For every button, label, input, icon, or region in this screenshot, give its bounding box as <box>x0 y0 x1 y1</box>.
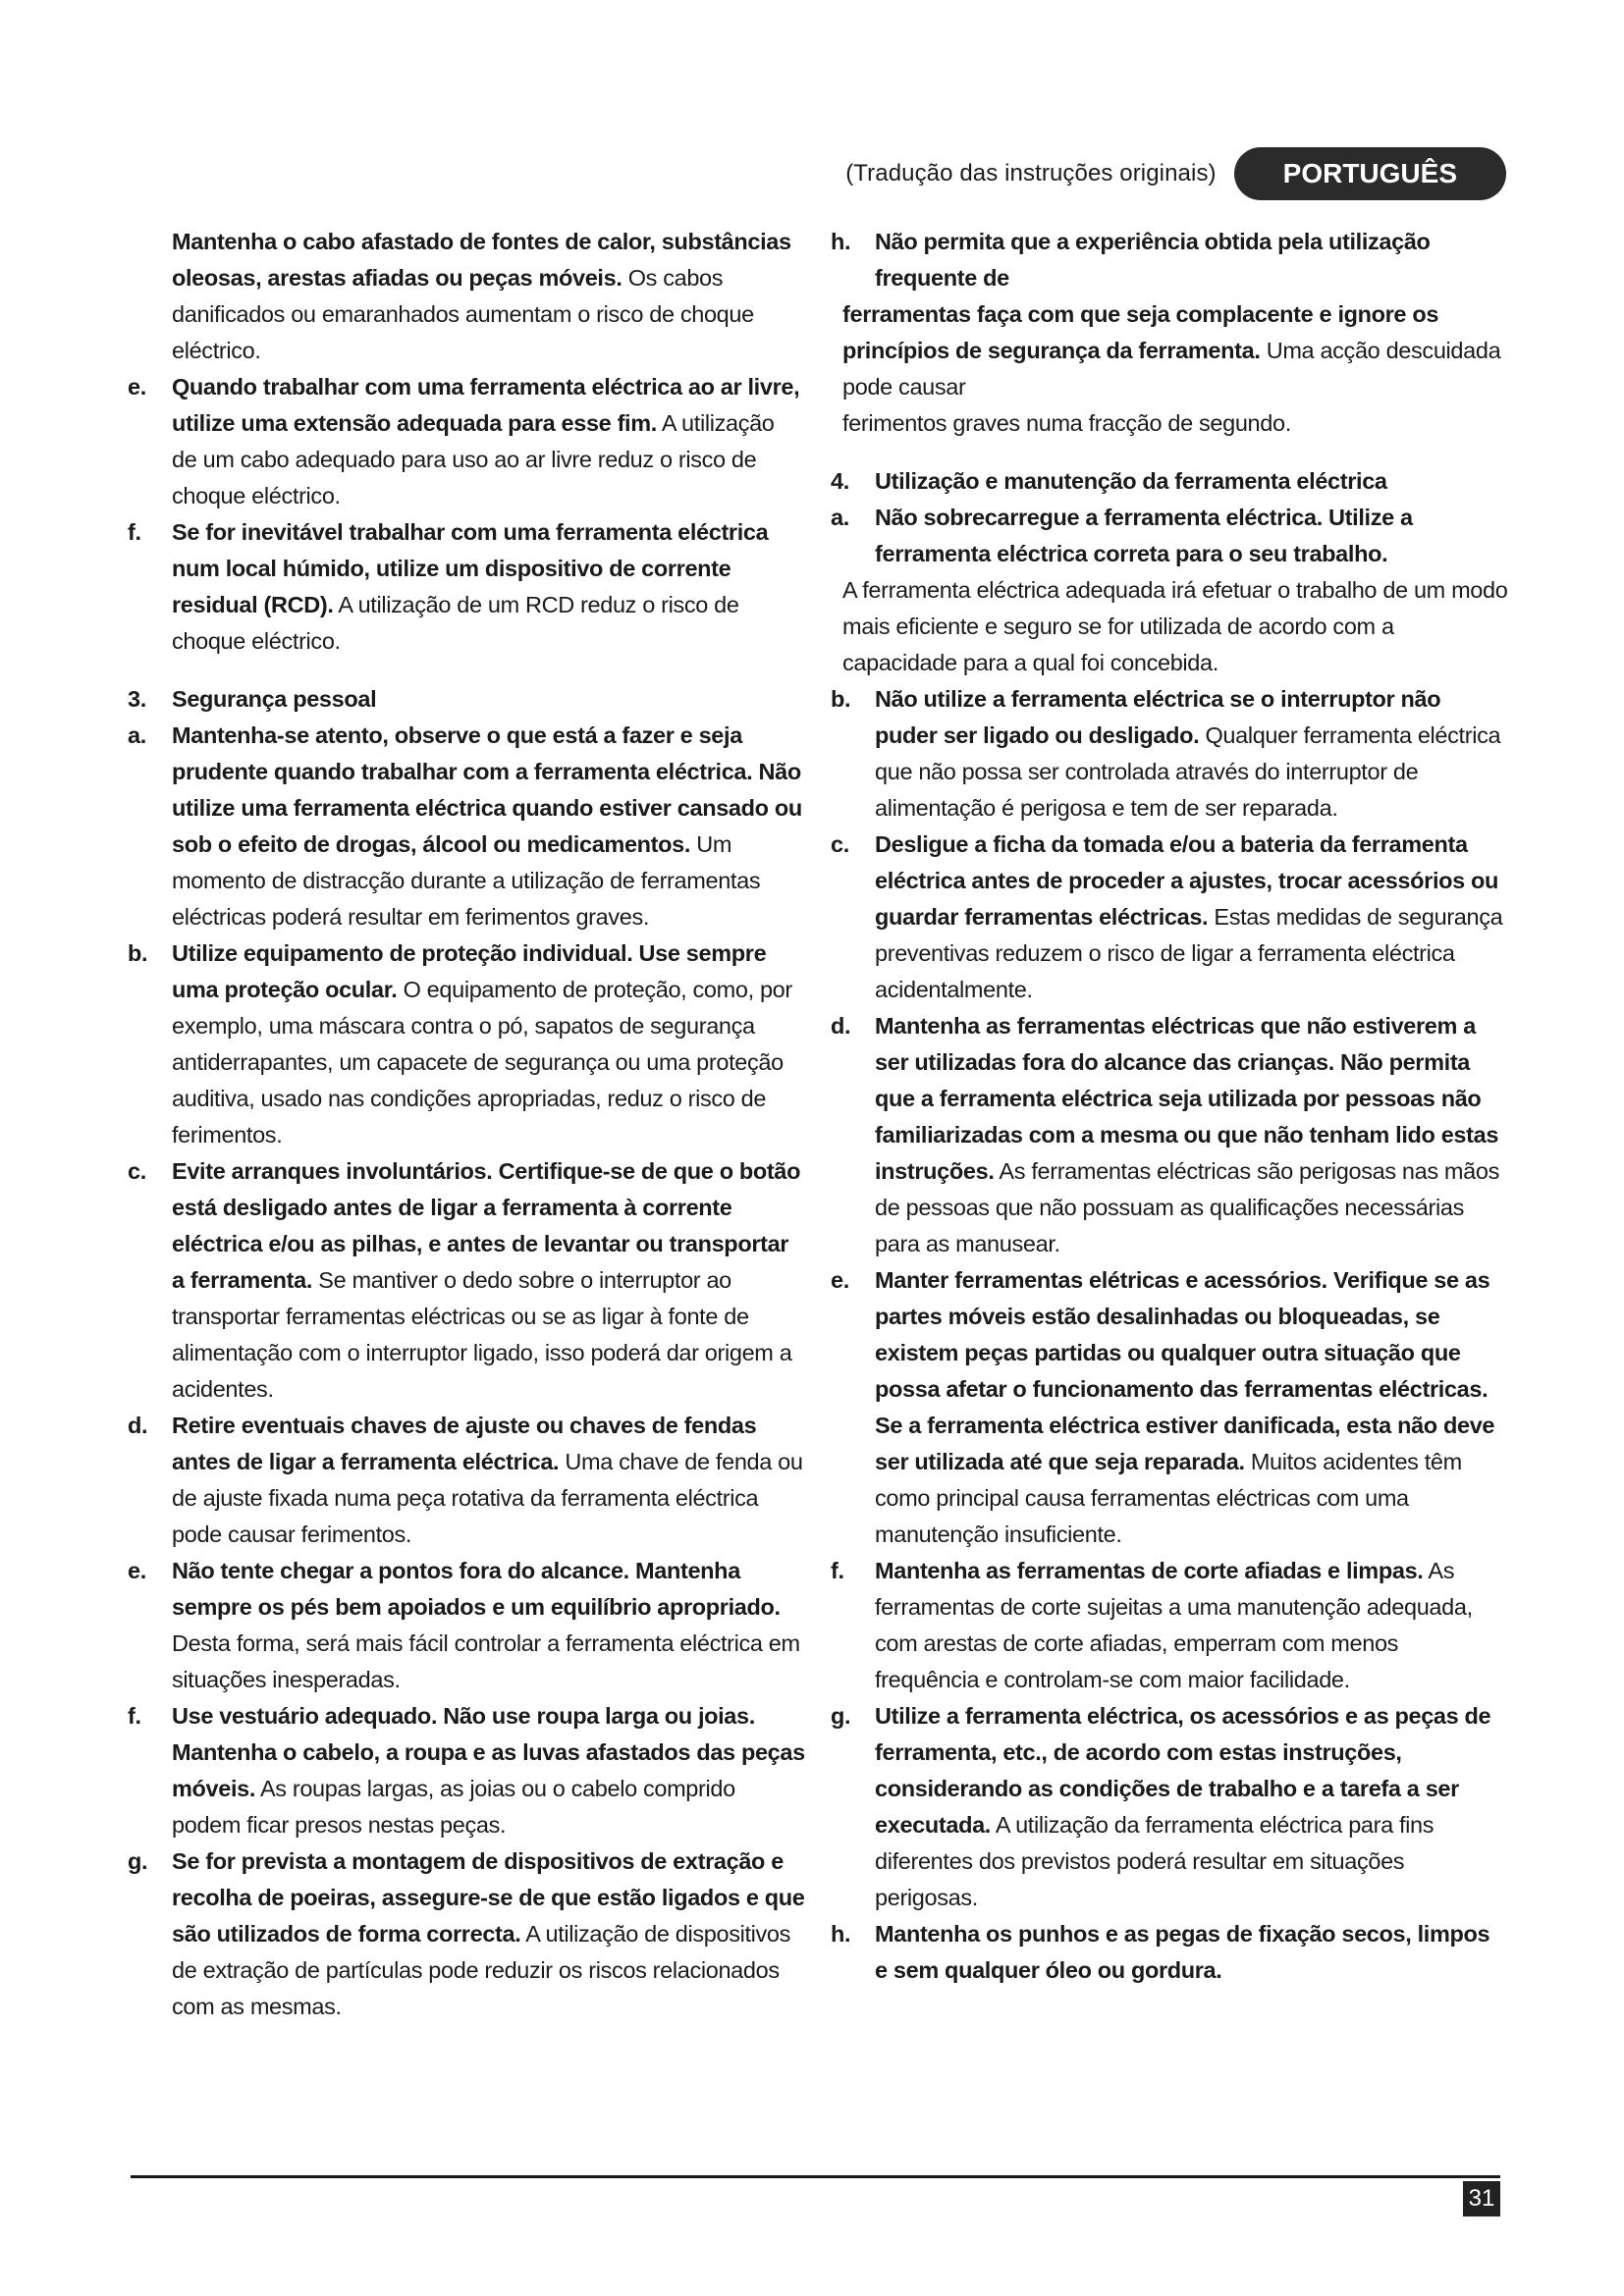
item-label: c. <box>831 831 849 857</box>
list-item <box>128 514 805 660</box>
item-text: A utilização de um RCD reduz o risco de choque eléctrico. <box>172 592 739 654</box>
cable-warning-bold: Mantenha o cabo afastado de fontes de calor, substâncias oleosas, arestas afiadas ou peças móveis. <box>172 229 791 291</box>
item-label: d. <box>128 1413 148 1438</box>
item-label: a. <box>831 505 849 530</box>
item-bold-text: Use vestuário adequado. Não use roupa larga ou joias. Mantenha o cabelo, a roupa e as luvas afastados das peças móveis. <box>172 1703 805 1801</box>
list-item <box>128 1843 805 2025</box>
item-label: c. <box>128 1158 146 1184</box>
section-number: 3. <box>128 686 146 712</box>
item-text: As ferramentas eléctricas são perigosas nas mãos de pessoas que não possuam as qualificações necessárias para as manusear. <box>875 1158 1499 1256</box>
cable-warning-text: Os cabos danificados ou emaranhados aumentam o risco de choque eléctrico. <box>172 265 754 363</box>
item-label: e. <box>831 1267 849 1293</box>
item-body <box>172 369 805 514</box>
item-bold-text: Mantenha os punhos e as pegas de fixação secos, limpos e sem qualquer óleo ou gordura. <box>875 1921 1490 1983</box>
item-text: Muitos acidentes têm como principal causa ferramentas eléctricas com uma manutenção insuficiente. <box>875 1449 1462 1547</box>
item-bold-text: Mantenha-se atento, observe o que está a fazer e seja prudente quando trabalhar com a ferramenta eléctrica. Não utilize uma ferramenta eléctrica quando estiver cansado ou sob o efeito de drogas, álcool ou medicamentos. <box>172 722 802 857</box>
section-heading <box>831 463 1508 500</box>
item-body <box>875 1916 1508 1989</box>
item-body <box>875 1698 1508 1916</box>
item-text: Um momento de distracção durante a utilização de ferramentas eléctricas poderá resultar em ferimentos graves. <box>172 831 761 930</box>
item-bold-text: Não utilize a ferramenta eléctrica se o interruptor não puder ser ligado ou desligado. <box>875 686 1441 748</box>
item-label: f. <box>831 1558 844 1583</box>
item-text: As roupas largas, as joias ou o cabelo comprido podem ficar presos nestas peças. <box>172 1776 735 1838</box>
list-item <box>831 500 1508 572</box>
language-badge: PORTUGUÊS <box>1234 147 1506 200</box>
item-label: h. <box>831 229 851 254</box>
page-header <box>845 147 1506 200</box>
item-text: A utilização de dispositivos de extração de partículas pode reduzir os riscos relacionados com as mesmas. <box>172 1921 791 2019</box>
item-text: Uma acção descuidada pode causar <box>842 338 1501 400</box>
item-body <box>172 1408 805 1553</box>
list-item <box>128 1153 805 1408</box>
list-item <box>128 1408 805 1553</box>
list-item <box>128 718 805 935</box>
list-item <box>831 1916 1508 1989</box>
list-item <box>831 827 1508 1008</box>
list-item <box>831 1008 1508 1262</box>
item-label: f. <box>128 519 141 545</box>
right-column <box>831 224 1508 1989</box>
list-item <box>128 369 805 514</box>
list-item <box>831 1553 1508 1698</box>
item-body <box>172 1153 805 1408</box>
item-bold-text: Mantenha as ferramentas eléctricas que não estiverem a ser utilizadas fora do alcance das crianças. Não permita que a ferramenta eléctrica seja utilizada por pessoas não familiarizadas com a mesma ou que não tenham lido estas instruções. <box>875 1013 1499 1184</box>
item-body <box>172 1553 805 1698</box>
item-body <box>172 514 805 660</box>
list-item <box>128 935 805 1153</box>
list-item <box>831 681 1508 827</box>
item-bold-text: Evite arranques involuntários. Certifique-se de que o botão está desligado antes de ligar a ferramenta à corrente eléctrica e/ou as pilhas, e antes de levantar ou transportar a ferramenta. <box>172 1158 801 1293</box>
list-item <box>128 1553 805 1698</box>
item-bold-text: Utilize equipamento de proteção individual. Use sempre uma proteção ocular. <box>172 940 767 1002</box>
cable-warning-paragraph <box>128 224 805 369</box>
item-body <box>172 1698 805 1843</box>
item-body <box>875 1553 1508 1698</box>
section-title: Utilização e manutenção da ferramenta eléctrica <box>875 468 1387 494</box>
item-body <box>875 681 1508 827</box>
item-label: b. <box>128 940 148 966</box>
item-text: A utilização de um cabo adequado para uso ao ar livre reduz o risco de choque eléctrico. <box>172 410 775 508</box>
item-bold-text: Não permita que a experiência obtida pela utilização frequente de <box>875 229 1431 291</box>
item-continuation-text: ferimentos graves numa fracção de segundo. <box>842 410 1291 436</box>
item-text: O equipamento de proteção, como, por exemplo, uma máscara contra o pó, sapatos de segurança antiderrapantes, um capacete de segurança ou uma proteção auditiva, usado nas condições apropriadas, reduz o risco de ferimentos. <box>172 977 792 1148</box>
item-text: Uma chave de fenda ou de ajuste fixada numa peça rotativa da ferramenta eléctrica pode causar ferimentos. <box>172 1449 803 1547</box>
item-label: h. <box>831 1921 851 1947</box>
item-label: d. <box>831 1013 851 1039</box>
item-label: e. <box>128 374 146 400</box>
item-text: Desta forma, será mais fácil controlar a ferramenta eléctrica em situações inesperadas. <box>172 1630 800 1692</box>
item-label: b. <box>831 686 851 712</box>
personal-safety-list <box>128 718 805 2025</box>
item-text: As ferramentas de corte sujeitas a uma manutenção adequada, com arestas de corte afiadas, emperram com menos frequência e controlam-se com maior facilidade. <box>875 1558 1473 1692</box>
tool-use-list <box>831 681 1508 1989</box>
item-body <box>172 1843 805 2025</box>
list-item <box>831 1262 1508 1553</box>
item-text: Qualquer ferramenta eléctrica que não possa ser controlada através do interruptor de alimentação é perigosa e tem de ser reparada. <box>875 722 1501 821</box>
item-continuation <box>831 296 1508 405</box>
list-item <box>128 1698 805 1843</box>
item-bold-text: Se for inevitável trabalhar com uma ferramenta eléctrica num local húmido, utilize um dispositivo de corrente residual (RCD). <box>172 519 769 617</box>
item-body <box>172 935 805 1153</box>
footer-divider <box>131 2175 1500 2178</box>
translation-note: (Tradução das instruções originais) <box>845 160 1217 187</box>
item-bold-text: ferramentas faça com que seja complacente e ignore os princípios de segurança da ferramenta. <box>842 301 1439 363</box>
item-body <box>172 718 805 935</box>
item-label: e. <box>128 1558 146 1583</box>
item-bold-text: Desligue a ficha da tomada e/ou a bateria da ferramenta eléctrica antes de proceder a ajustes, trocar acessórios ou guardar ferramentas eléctricas. <box>875 831 1499 930</box>
item-label: f. <box>128 1703 141 1729</box>
item-continuation-text: A ferramenta eléctrica adequada irá efetuar o trabalho de um modo mais eficiente e seguro se for utilizada de acordo com a capacidade para a qual foi concebida. <box>842 577 1508 675</box>
item-text: A utilização da ferramenta eléctrica para fins diferentes dos previstos poderá resultar em situações perigosas. <box>875 1812 1435 1910</box>
item-bold-text: Utilize a ferramenta eléctrica, os acessórios e as peças de ferramenta, etc., de acordo com estas instruções, considerando as condições de trabalho e a tarefa a ser executada. <box>875 1703 1491 1838</box>
item-text: Estas medidas de segurança preventivas reduzem o risco de ligar a ferramenta eléctrica acidentalmente. <box>875 904 1503 1002</box>
item-body <box>875 1008 1508 1262</box>
item-label: g. <box>831 1703 851 1729</box>
item-bold-text: Quando trabalhar com uma ferramenta eléctrica ao ar livre, utilize uma extensão adequada para esse fim. <box>172 374 800 436</box>
item-bold-text: Retire eventuais chaves de ajuste ou chaves de fendas antes de ligar a ferramenta eléctrica. <box>172 1413 757 1474</box>
item-bold-text: Manter ferramentas elétricas e acessórios. Verifique se as partes móveis estão desalinhadas ou bloqueadas, se existem peças partidas ou qualquer outra situação que possa afetar o funcionamento das ferramentas eléctricas. Se a ferramenta eléctrica estiver danificada, esta não deve ser utilizada até que seja reparada. <box>875 1267 1495 1474</box>
left-column <box>128 224 805 2025</box>
section-title: Segurança pessoal <box>172 686 377 712</box>
item-label: a. <box>128 722 146 748</box>
section-heading <box>128 681 805 718</box>
list-item <box>831 224 1508 296</box>
section-number: 4. <box>831 468 849 494</box>
item-label: g. <box>128 1848 148 1874</box>
item-text: Se mantiver o dedo sobre o interruptor ao transportar ferramentas eléctricas ou se as ligar à fonte de alimentação com o interruptor ligado, isso poderá dar origem a acidentes. <box>172 1267 792 1402</box>
item-body <box>875 1262 1508 1553</box>
item-bold-text: Se for prevista a montagem de dispositivos de extração e recolha de poeiras, assegure-se de que estão ligados e que são utilizados de forma correcta. <box>172 1848 805 1947</box>
page-number: 31 <box>1463 2181 1500 2216</box>
item-bold-text: Mantenha as ferramentas de corte afiadas e limpas. <box>875 1558 1424 1583</box>
item-body <box>875 827 1508 1008</box>
item-bold-text: Não sobrecarregue a ferramenta eléctrica. Utilize a ferramenta eléctrica correta para o seu trabalho. <box>875 505 1413 566</box>
item-bold-text: Não tente chegar a pontos fora do alcance. Mantenha sempre os pés bem apoiados e um equilíbrio apropriado. <box>172 1558 781 1620</box>
list-item <box>831 1698 1508 1916</box>
